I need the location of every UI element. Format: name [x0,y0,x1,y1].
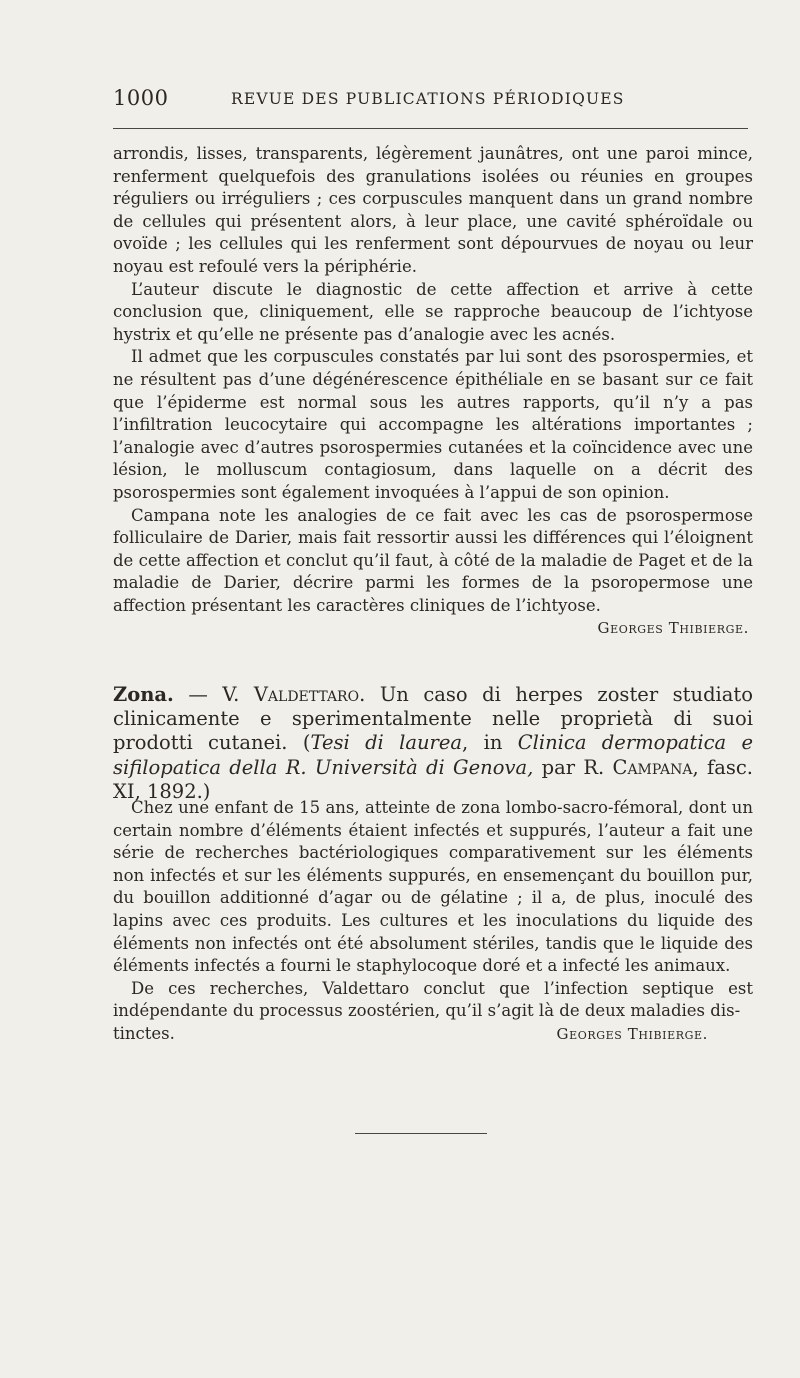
paragraph: L’auteur discute le diagnostic de cette affection et arrive à cette conclusion que, cliniquement, elle se rapproche beaucoup de l’ichtyose hystrix et qu’elle ne présente pas d’analogie avec les acnés. [113,279,753,344]
paragraph: arrondis, lisses, transparents, légèrement jaunâtres, ont une paroi mince, renferment quelquefois des granulations isolées ou réunies en groupes réguliers ou irréguliers ; ces corpuscules manquent dans un grand nombre de cellules qui présentent alors, à leur place, une cavité sphéroïdale ou ovoïde ; les cellules qui les renferment sont dépourvues de noyau ou leur noyau est refoulé vers la périphérie. [113,144,753,276]
author-initial: V. [222,683,254,706]
closing-line [113,1023,753,1046]
closing-word: tinctes. [113,1023,175,1043]
signature: Georges Thibierge. [556,1024,708,1043]
review-continuation [113,143,753,640]
source-details: , fasc. XI, 1892.) [113,755,753,803]
source-thesis: Tesi di laurea [310,731,463,755]
review-body [113,797,753,1046]
section-end-rule [355,1133,487,1134]
running-title: REVUE DES PUBLICATIONS PÉRIODIQUES [231,90,625,108]
paragraph: Il admet que les corpuscules constatés par lui sont des psorospermies, et ne résultent pas d’une dégénérescence épithéliale en se basant sur ce fait que l’épiderme est normal sous les autres rapports, qu’il n’y a pas l’infiltration leucocytaire qui accompagne les altérations importantes ; l’analogie avec d’autres psorospermies cutanées et la coïncidence avec une lésion, le molluscum contagiosum, dans laquelle on a décrit des psorospermies sont également invoquées à l’appui de son opinion. [113,347,753,502]
topic-heading: Zona. [113,683,174,706]
header-rule [113,128,748,129]
title-dash: — [173,683,223,706]
source-in: , in [462,731,518,755]
paragraph: Campana note les analogies de ce fait avec les cas de psorospermose folliculaire de Darier, mais fait ressortir aussi les différences qui l’éloignent de cette affection et conclut qu’il faut, à côté de la maladie de Paget et de la maladie de Darier, décrire parmi les formes de la psoropermose une affection présentant les caractères cliniques de l’ichtyose. [113,505,753,615]
review-title [113,683,753,804]
work-title: . Un caso di herpes zoster studiato clinicamente e sperimentalmente nelle proprietà di suoi prodotti cutanei. ( [113,683,753,755]
signature: Georges Thibierge. [597,619,749,638]
editor-name: Campana [612,755,693,779]
source-clinic: Clinica dermopatica e sifilopatica della R. Università di Genova, [113,731,753,779]
source-par: par R. [533,755,613,779]
page-number: 1000 [113,86,169,110]
paragraph: De ces recherches, Valdettaro conclut que l’infection septique est indépendante du processus zoostérien, qu’il s’agit là de deux maladies dis- [113,978,753,1021]
paragraph: Chez une enfant de 15 ans, atteinte de zona lombo-sacro-fémoral, dont un certain nombre d’éléments étaient infectés et suppurés, l’auteur a fait une série de recherches bactériologiques comparativement sur les éléments non infectés et sur les éléments suppurés, en ensemençant du bouillon pur, du bouillon additionné d’agar ou de gélatine ; il a, de plus, inoculé des lapins avec ces produits. Les cultures et les inoculations du liquide des éléments non infectés ont été absolument stériles, tandis que le liquide des éléments infectés a fourni le staphylocoque doré et a infecté les animaux. [113,798,753,976]
author-name: Valdettaro [253,683,360,706]
page-header [113,86,748,116]
